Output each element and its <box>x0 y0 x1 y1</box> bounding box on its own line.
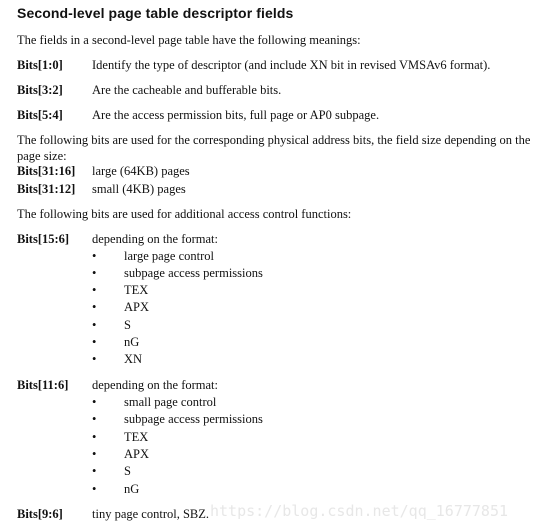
bullet-icon: • <box>92 283 97 297</box>
list-item: nG <box>124 482 140 496</box>
list-item: small page control <box>124 395 217 409</box>
field-description: Identify the type of descriptor (and include XN bit in revised VMSAv6 format). <box>92 58 491 72</box>
bullet-icon: • <box>92 464 97 478</box>
list-item: S <box>124 318 131 332</box>
field-description: depending on the format: <box>92 232 219 246</box>
bullet-icon: • <box>92 447 97 461</box>
section-heading: Second-level page table descriptor fields <box>17 5 294 21</box>
field-description: small (4KB) pages <box>92 182 186 196</box>
access-control-paragraph: The following bits are used for additional access control functions: <box>17 207 352 221</box>
field-description: Are the cacheable and bufferable bits. <box>92 83 282 97</box>
bullet-icon: • <box>92 412 97 426</box>
bullet-icon: • <box>92 430 97 444</box>
intro-paragraph: The fields in a second-level page table have the following meanings: <box>17 33 361 47</box>
field-term: Bits[9:6] <box>17 507 63 521</box>
bullet-icon: • <box>92 318 97 332</box>
field-description: Are the access permission bits, full page or AP0 subpage. <box>92 108 380 122</box>
watermark-text: https://blog.csdn.net/qq_16777851 <box>210 502 509 520</box>
bullet-icon: • <box>92 266 97 280</box>
list-item: APX <box>124 447 150 461</box>
field-term: Bits[5:4] <box>17 108 63 122</box>
list-item: subpage access permissions <box>124 412 263 426</box>
bullet-icon: • <box>92 249 97 263</box>
list-item: nG <box>124 335 140 349</box>
field-description: large (64KB) pages <box>92 164 190 178</box>
physical-address-paragraph: The following bits are used for the corresponding physical address bits, the field size depending on the page size: <box>17 133 531 163</box>
list-item: large page control <box>124 249 215 263</box>
field-term: Bits[31:12] <box>17 182 76 196</box>
field-term: Bits[31:16] <box>17 164 76 178</box>
field-term: Bits[11:6] <box>17 378 69 392</box>
bullet-icon: • <box>92 482 97 496</box>
field-term: Bits[1:0] <box>17 58 63 72</box>
list-item: XN <box>124 352 143 366</box>
bullet-icon: • <box>92 300 97 314</box>
field-term: Bits[3:2] <box>17 83 63 97</box>
list-item: TEX <box>124 283 149 297</box>
list-item: S <box>124 464 131 478</box>
field-description: depending on the format: <box>92 378 219 392</box>
bullet-icon: • <box>92 395 97 409</box>
bullet-icon: • <box>92 352 97 366</box>
field-term: Bits[15:6] <box>17 232 70 246</box>
bullet-icon: • <box>92 335 97 349</box>
list-item: TEX <box>124 430 149 444</box>
list-item: APX <box>124 300 150 314</box>
field-description: tiny page control, SBZ. <box>92 507 209 521</box>
list-item: subpage access permissions <box>124 266 263 280</box>
